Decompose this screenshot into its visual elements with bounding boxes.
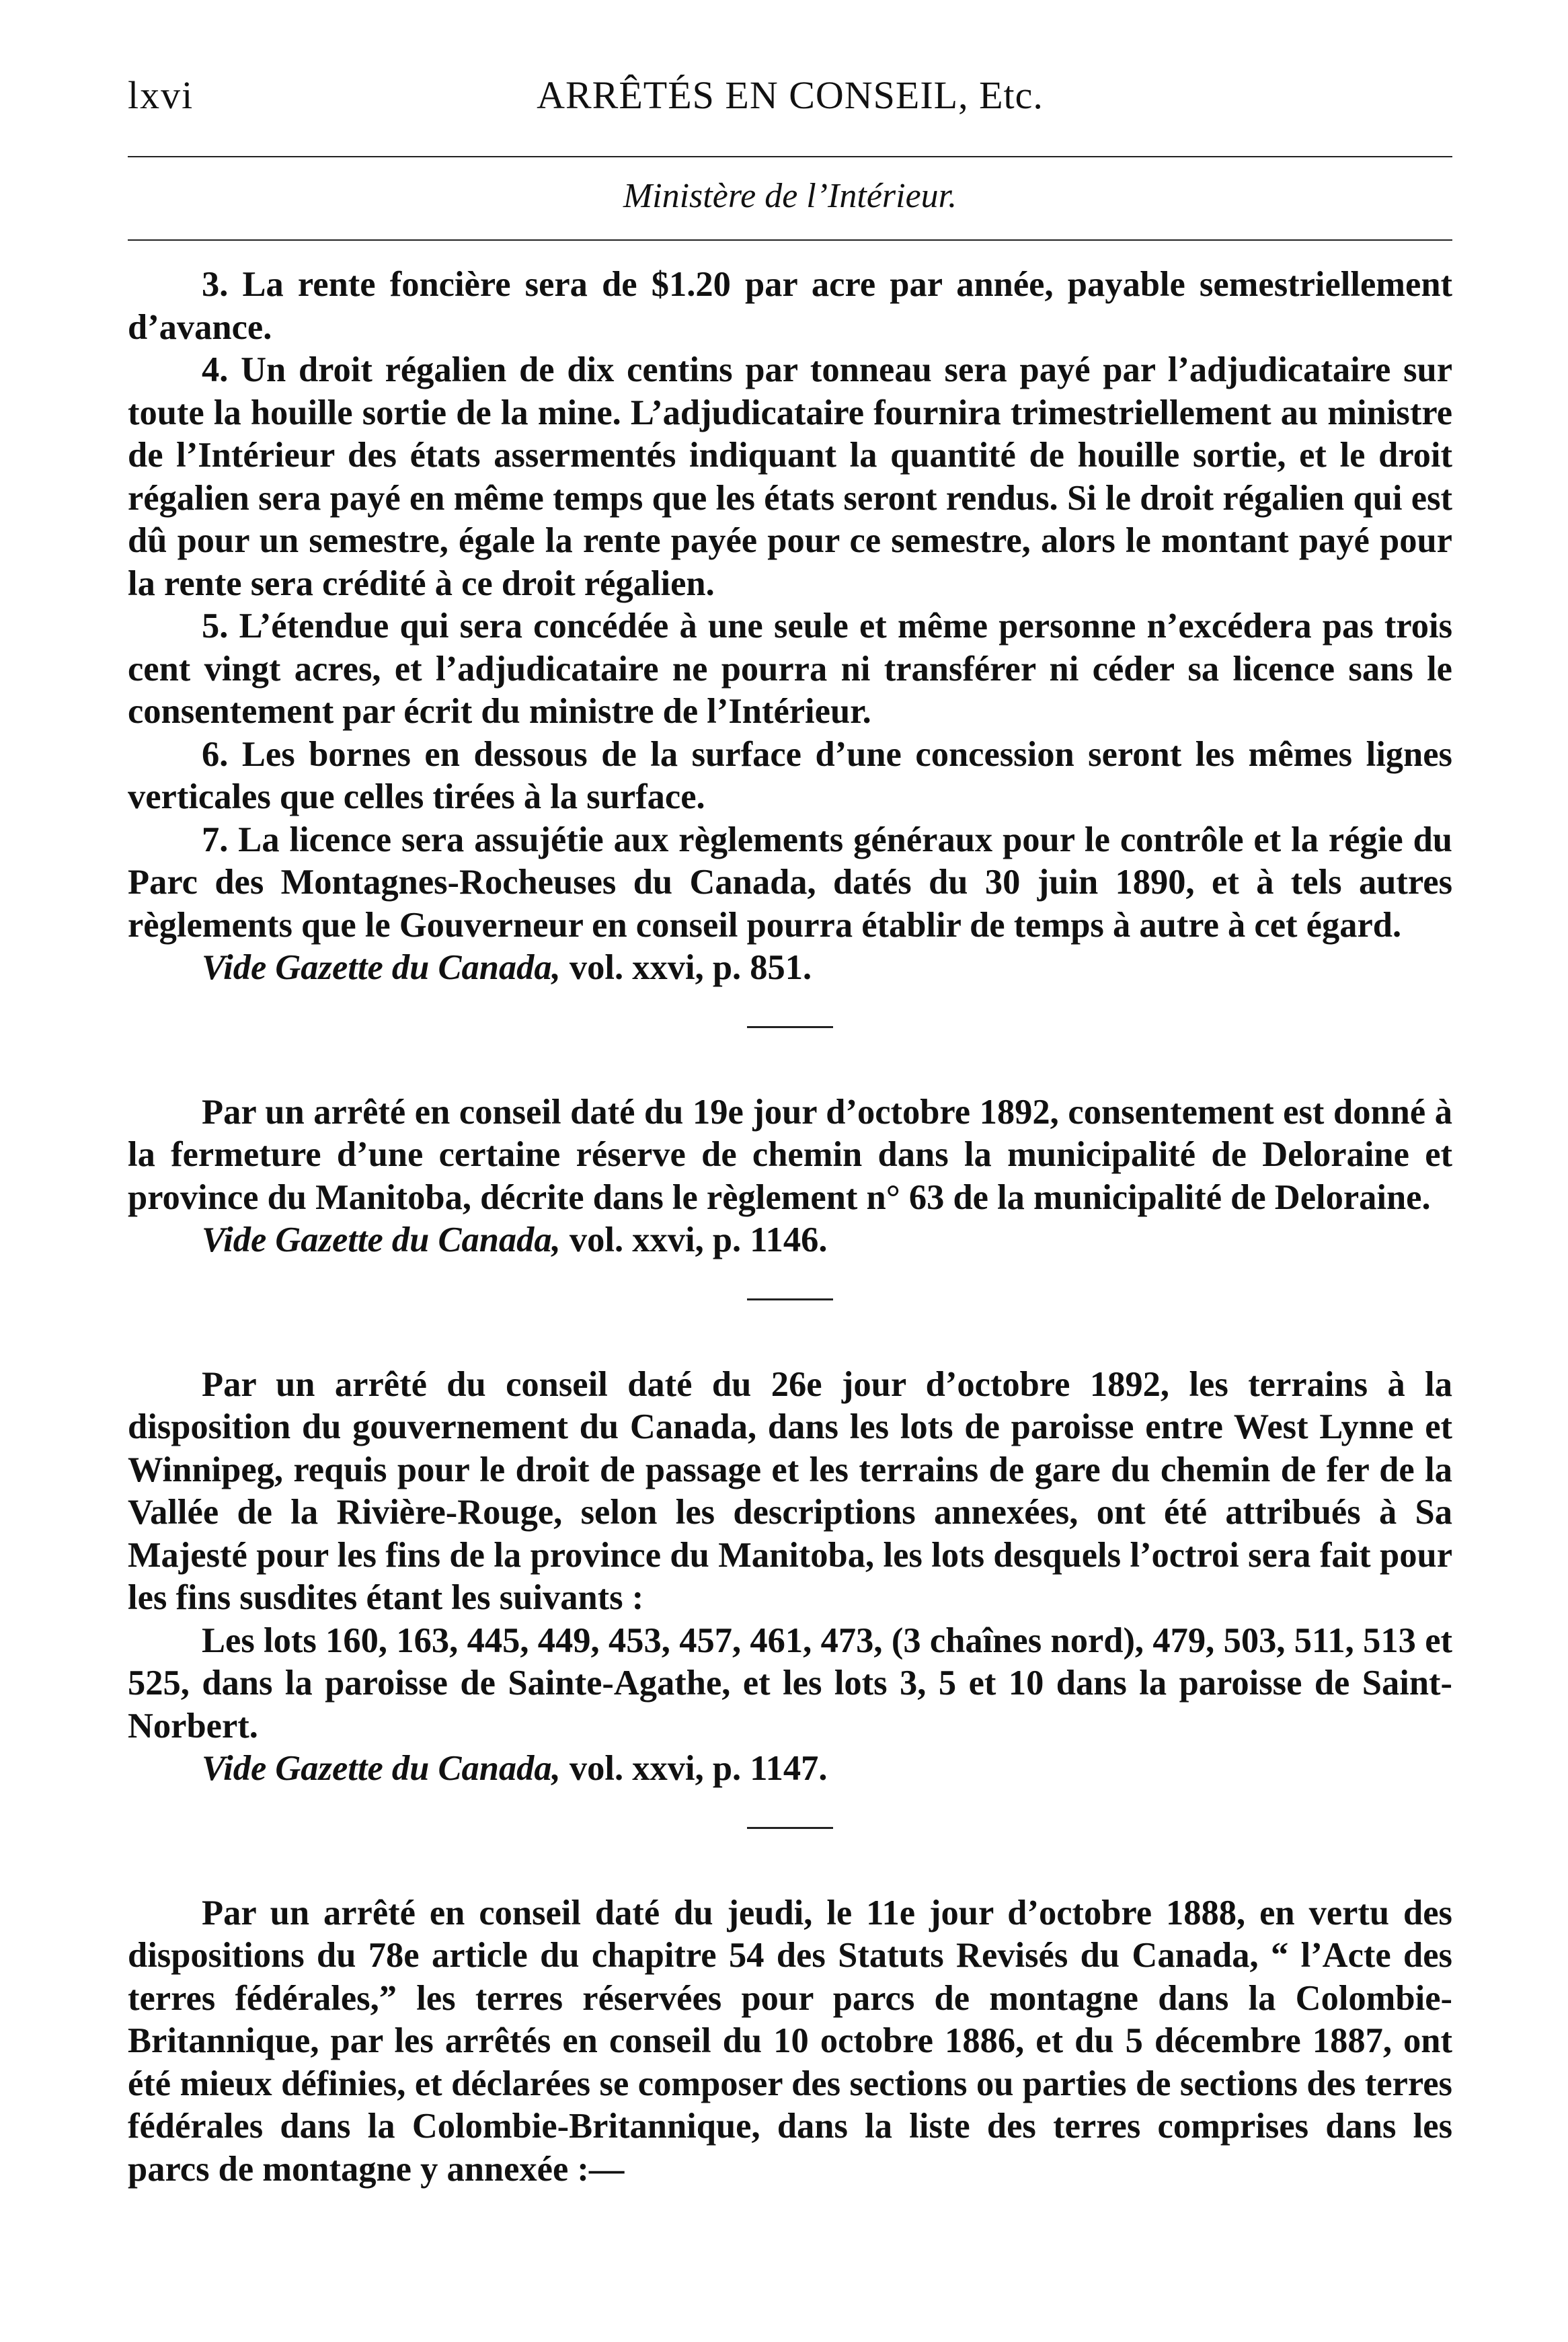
- condition-7: 7. La licence sera assujétie aux règlements généraux pour le contrôle et la régie du Parc des Montagnes-Rocheuses du Canada, datés du 30 juin 1890, et à tels autres règlements que le Gouverneur en conseil pourra établir de temps à autre à cet égard.: [128, 820, 1452, 945]
- reference-detail: vol. xxvi, p. 1146.: [560, 1220, 828, 1259]
- running-head: [128, 73, 1452, 126]
- reference-source: Vide Gazette du Canada,: [202, 948, 561, 987]
- header-rule-top: [128, 156, 1452, 157]
- reference-source: Vide Gazette du Canada,: [202, 1220, 561, 1259]
- gazette-reference-1146: [128, 1219, 1452, 1262]
- header-rule-bottom: [128, 239, 1452, 241]
- reference-detail: vol. xxvi, p. 851.: [560, 948, 812, 987]
- section-separator: [747, 1298, 833, 1300]
- reference-source: Vide Gazette du Canada,: [202, 1749, 561, 1788]
- condition-6: 6. Les bornes en dessous de la surface d’une concession seront les mêmes lignes verticales que celles tirées à la surface.: [128, 734, 1452, 816]
- mountain-parks-order-paragraph: Par un arrêté en conseil daté du jeudi, le 11e jour d’octobre 1888, en vertu des dispositions du 78e article du chapitre 54 des Statuts Revisés du Canada, “ l’Acte des terres fédérales,” les terres réservées pour parcs de montagne dans la Colombie-Britannique, par les arrêtés en conseil du 10 octobre 1886, et du 5 décembre 1887, ont été mieux définies, et déclarées se composer des sections ou parties de sections des terres fédérales dans la Colombie-Britannique, dans la liste des terres comprises dans les parcs de montagne y annexée :—: [128, 1893, 1452, 2189]
- condition-4: 4. Un droit régalien de dix centins par tonneau sera payé par l’adjudicataire sur toute la houille sortie de la mine. L’adjudicataire fournira trimestriellement au ministre de l’Intérieur des états assermentés indiquant la quantité de houille sortie, et le droit régalien sera payé en même temps que les états seront rendus. Si le droit régalien qui est dû pour un semestre, égale la rente payée pour ce semestre, alors le montant payé pour la rente sera crédité à ce droit régalien.: [128, 350, 1452, 603]
- red-river-order-paragraph: Par un arrêté du conseil daté du 26e jour d’octobre 1892, les terrains à la disposition du gouvernement du Canada, dans les lots de paroisse entre West Lynne et Winnipeg, requis pour le droit de passage et les terrains de gare du chemin de fer de la Vallée de la Rivière-Rouge, selon les descriptions annexées, ont été attribués à Sa Majesté pour les fins de la province du Manitoba, les lots desquels l’octroi sera fait pour les fins susdites étant les suivants :: [128, 1364, 1452, 1617]
- reference-detail: vol. xxvi, p. 1147.: [560, 1749, 828, 1788]
- lots-list-paragraph: Les lots 160, 163, 445, 449, 453, 457, 461, 473, (3 chaînes nord), 479, 503, 511, 513 et 525, dans la paroisse de Sainte-Agathe, et les lots 3, 5 et 10 dans la paroisse de Saint-Norbert.: [128, 1621, 1452, 1746]
- condition-5: 5. L’étendue qui sera concédée à une seule et même personne n’excédera pas trois cent vingt acres, et l’adjudicataire ne pourra ni transférer ni céder sa licence sans le consentement par écrit du ministre de l’Intérieur.: [128, 607, 1452, 731]
- department-heading: Ministère de l’Intérieur.: [623, 177, 957, 215]
- gazette-reference-1147: [128, 1748, 1452, 1791]
- page-number: lxvi: [128, 73, 194, 117]
- section-separator: [747, 1827, 833, 1829]
- condition-3: 3. La rente foncière sera de $1.20 par acre par année, payable semestriellement d’avance.: [128, 265, 1452, 347]
- body-text: [128, 264, 1452, 2191]
- section-separator: [747, 1026, 833, 1028]
- gazette-reference-851: [128, 947, 1452, 990]
- document-page: [128, 0, 1452, 2342]
- deloraine-order-paragraph: Par un arrêté en conseil daté du 19e jour d’octobre 1892, consentement est donné à la fermeture d’une certaine réserve de chemin dans la municipalité de Deloraine et province du Manitoba, décrite dans le règlement n° 63 de la municipalité de Deloraine.: [128, 1092, 1452, 1217]
- running-title: ARRÊTÉS EN CONSEIL, Etc.: [537, 73, 1044, 117]
